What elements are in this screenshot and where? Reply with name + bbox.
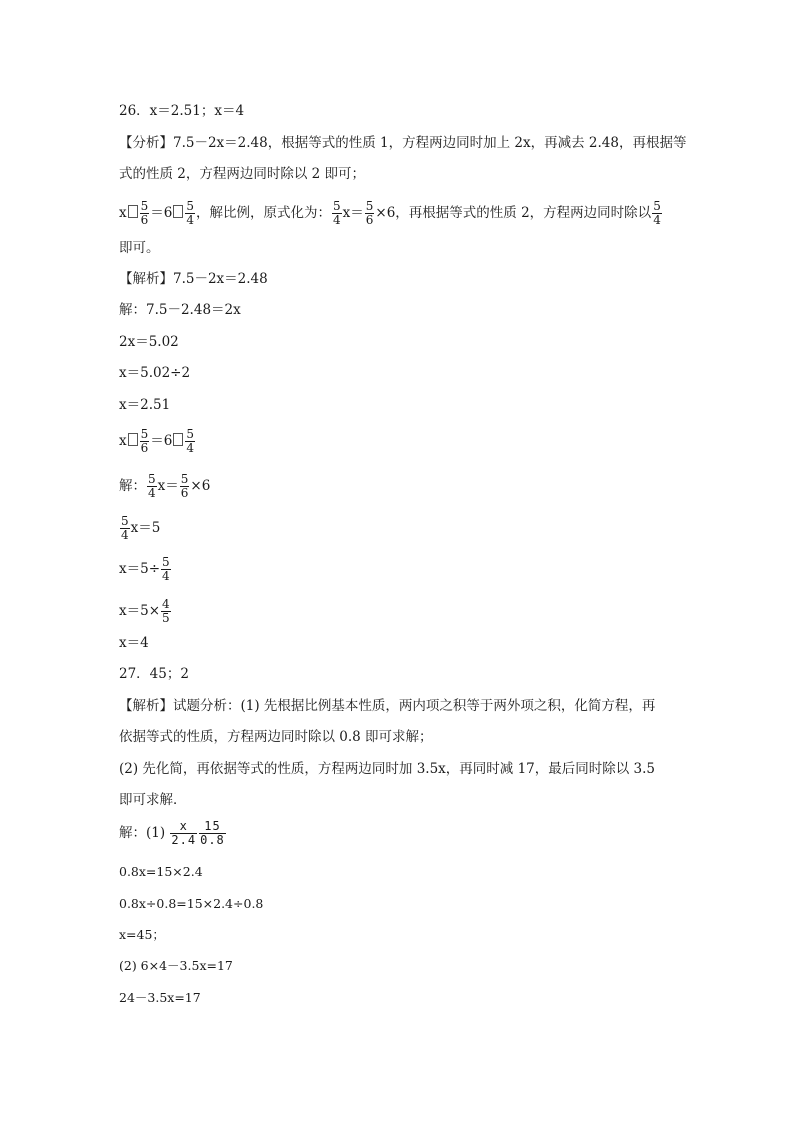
q26-analysis-line-1: 【分析】7.5－2x＝2.48，根据等式的性质 1，方程两边同时加上 2x，再减去 2.48，再根据等 <box>119 135 687 151</box>
q26-answer: 26．x＝2.51；x＝4 <box>119 103 245 119</box>
q26-analysis-line-4: 即可。 <box>119 240 160 256</box>
q26-step: x＝5.02÷2 <box>119 365 191 381</box>
q26-analysis-line-2: 式的性质 2，方程两边同时除以 2 即可； <box>119 166 366 182</box>
q27-solution-1 <box>119 820 227 847</box>
fraction-x-2.4: $\frac{x}{2.4}$ <box>171 819 197 847</box>
fraction-5-4: $\frac{5}{4}$ <box>121 514 129 542</box>
q27-analysis-line-4: 即可求解． <box>119 792 187 808</box>
text: x＝ <box>342 205 364 221</box>
fraction-5-4: $\frac{5}{4}$ <box>653 199 661 227</box>
fraction-5-4: $\frac{5}{4}$ <box>333 199 341 227</box>
q26-step-frac-1 <box>119 473 210 500</box>
q27-step: 0.8x=15×2.4 <box>119 864 203 879</box>
q26-step-frac-4 <box>119 598 172 625</box>
text: x＝5× <box>119 603 161 619</box>
fraction-5-4: $\frac{5}{4}$ <box>148 472 156 500</box>
fraction-5-4: $\frac{5}{4}$ <box>186 427 194 455</box>
text: x＝5÷ <box>119 561 161 577</box>
fraction-5-4: $\frac{5}{4}$ <box>186 199 194 227</box>
missing-glyph-box <box>128 205 138 218</box>
text: ，解比例，原式化为： <box>196 205 331 221</box>
q26-step: 解：7.5－2.48＝2x <box>119 302 241 318</box>
q26-step-frac-2 <box>119 515 160 542</box>
text: 解： <box>119 478 146 494</box>
text: x <box>119 433 127 449</box>
q26-solution-label: 【解析】7.5－2x＝2.48 <box>119 271 268 287</box>
text: ×6 <box>190 478 211 494</box>
missing-glyph-box <box>128 433 138 446</box>
fraction-4-5: $\frac{4}{5}$ <box>162 597 170 625</box>
fraction-5-6: $\frac{5}{6}$ <box>140 427 149 455</box>
text: x＝5 <box>130 520 161 536</box>
text: ＝6 <box>150 433 173 449</box>
q26-step-frac-3 <box>119 556 172 583</box>
text: x＝ <box>157 478 179 494</box>
q26-equation-2 <box>119 428 196 455</box>
text: ×6，再根据等式的性质 2，方程两边同时除以 <box>375 205 652 221</box>
missing-glyph-box <box>173 433 183 446</box>
q27-step: (2) 6×4－3.5x=17 <box>119 958 233 973</box>
text: x <box>119 205 127 221</box>
text: 解：(1) <box>119 825 166 841</box>
q27-analysis-line-1: 【解析】试题分析：(1) 先根据比例基本性质，两内项之积等于两外项之积，化简方程，再 <box>119 698 656 714</box>
fraction-5-6: $\frac{5}{6}$ <box>140 199 149 227</box>
fraction-15-0.8: $\frac{15}{0.8}$ <box>200 819 225 847</box>
q27-analysis-line-2: 依据等式的性质，方程两边同时除以 0.8 即可求解； <box>119 729 433 745</box>
q26-final: x＝4 <box>119 635 149 651</box>
fraction-5-6: $\frac{5}{6}$ <box>365 199 374 227</box>
q27-analysis-line-3: (2) 先化简，再依据等式的性质，方程两边同时加 3.5x，再同时减 17，最后同时除以 3.5 <box>119 761 656 777</box>
q27-answer: 27．45；2 <box>119 666 189 682</box>
q27-step: x=45； <box>119 927 165 942</box>
missing-glyph-box <box>173 205 183 218</box>
q26-step: x＝2.51 <box>119 397 171 413</box>
q26-analysis-line-3 <box>119 200 663 227</box>
q26-step: 2x＝5.02 <box>119 334 179 350</box>
q27-step: 0.8x÷0.8=15×2.4÷0.8 <box>119 896 264 911</box>
fraction-5-6: $\frac{5}{6}$ <box>180 472 189 500</box>
q27-step: 24－3.5x=17 <box>119 990 201 1005</box>
text: ＝6 <box>150 205 173 221</box>
fraction-5-4: $\frac{5}{4}$ <box>162 555 170 583</box>
